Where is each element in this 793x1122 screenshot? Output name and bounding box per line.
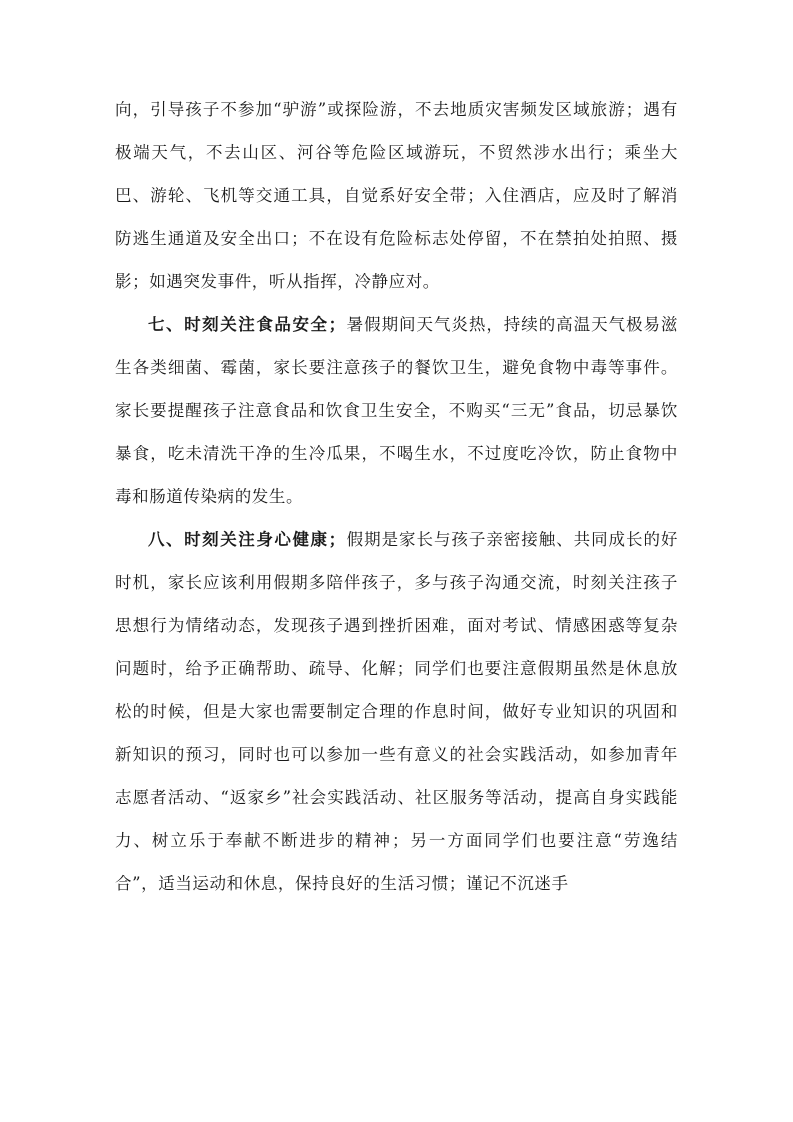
paragraph-section-seven <box>115 303 678 518</box>
paragraph-text: 向，引导孩子不参加“驴游”或探险游，不去地质灾害频发区域旅游；遇有极端天气，不去山区、河谷等危险区域游玩，不贸然涉水出行；乘坐大巴、游轮、飞机等交通工具，自觉系好安全带；入住酒店，应及时了解消防逃生通道及安全出口；不在设有危险标志处停留，不在禁拍处拍照、摄影；如遇突发事件，听从指挥，冷静应对。 <box>115 100 678 291</box>
section-heading-eight: 八、时刻关注身心健康； <box>148 530 347 549</box>
paragraph-continuation <box>115 88 678 303</box>
document-body <box>115 88 678 905</box>
paragraph-section-eight <box>115 518 678 905</box>
paragraph-text: 暑假期间天气炎热，持续的高温天气极易滋生各类细菌、霉菌，家长要注意孩子的餐饮卫生，避免食物中毒等事件。家长要提醒孩子注意食品和饮食卫生安全，不购买“三无”食品，切忌暴饮暴食，吃未清洗干净的生冷瓜果，不喝生水，不过度吃冷饮，防止食物中毒和肠道传染病的发生。 <box>115 315 679 506</box>
paragraph-text: 假期是家长与孩子亲密接触、共同成长的好时机，家长应该利用假期多陪伴孩子，多与孩子沟通交流，时刻关注孩子思想行为情绪动态，发现孩子遇到挫折困难，面对考试、情感困惑等复杂问题时，给予正确帮助、疏导、化解；同学们也要注意假期虽然是休息放松的时候，但是大家也需要制定合理的作息时间，做好专业知识的巩固和新知识的预习，同时也可以参加一些有意义的社会实践活动，如参加青年志愿者活动、“返家乡”社会实践活动、社区服务等活动，提高自身实践能力、树立乐于奉献不断进步的精神；另一方面同学们也要注意“劳逸结合”，适当运动和休息，保持良好的生活习惯；谨记不沉迷手 <box>115 530 679 893</box>
section-heading-seven: 七、时刻关注食品安全； <box>148 315 347 334</box>
